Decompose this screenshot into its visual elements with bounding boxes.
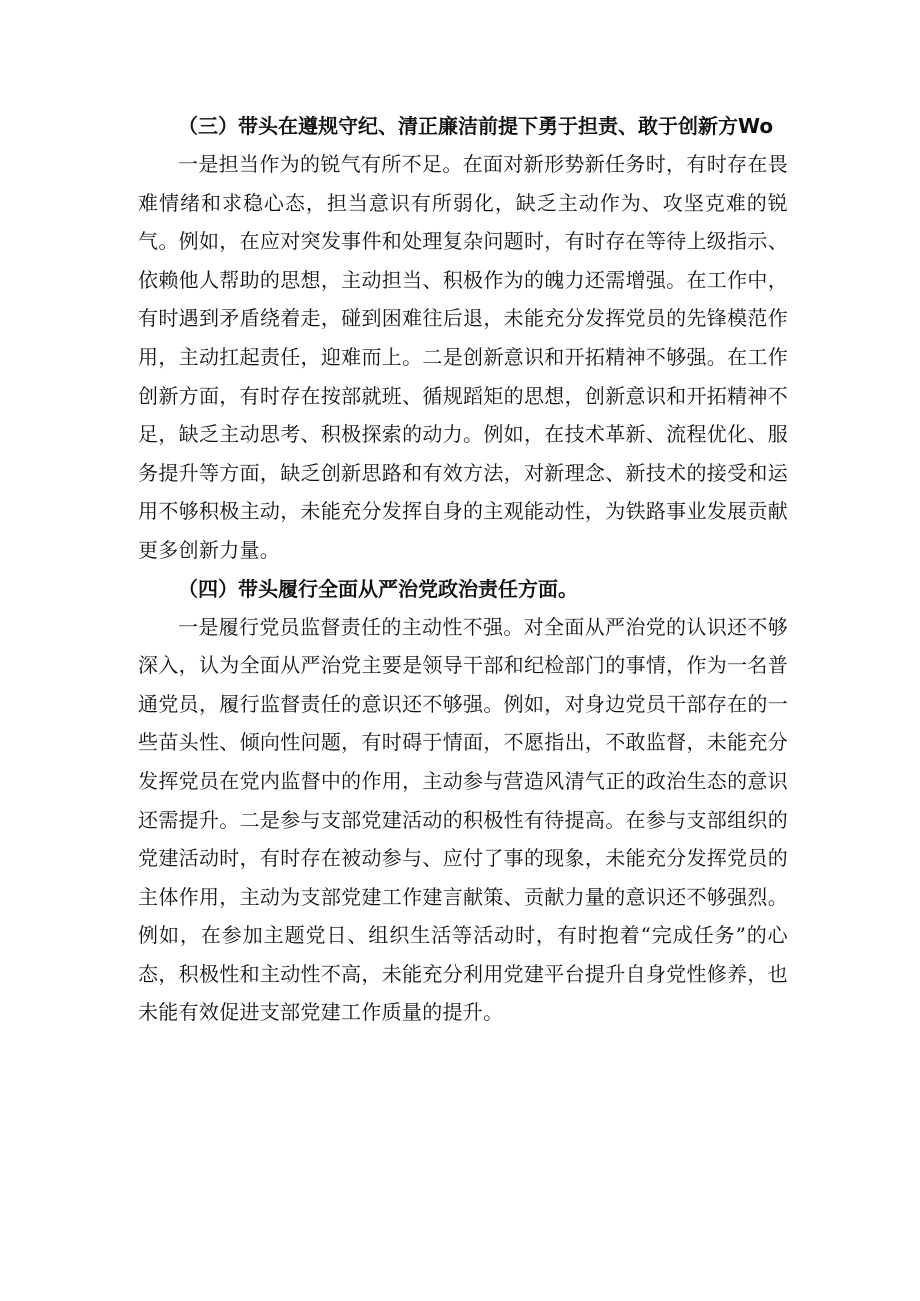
section-3-paragraph: 一是担当作为的锐气有所不足。在面对新形势新任务时，有时存在畏难情绪和求稳心态，担当意识有所弱化，缺乏主动作为、攻坚克难的锐气。例如，在应对突发事件和处理复杂问题时，有时存在等待上级指示、依赖他人帮助的思想，主动担当、积极作为的魄力还需增强。在工作中，有时遇到矛盾绕着走，碰到困难往后退，未能充分发挥党员的先锋模范作用，主动扛起责任，迎难而上。二是创新意识和开拓精神不够强。在工作创新方面，有时存在按部就班、循规蹈矩的思想，创新意识和开拓精神不足，缺乏主动思考、积极探索的动力。例如，在技术革新、流程优化、服务提升等方面，缺乏创新思路和有效方法，对新理念、新技术的接受和运用不够积极主动，未能充分发挥自身的主观能动性，为铁路事业发展贡献更多创新力量。 [138,152,788,562]
section-4-heading: （四）带头履行全面从严治党政治责任方面。 [178,576,578,601]
section-4-paragraph: 一是履行党员监督责任的主动性不强。对全面从严治党的认识还不够深入，认为全面从严治党主要是领导干部和纪检部门的事情，作为一名普通党员，履行监督责任的意识还不够强。例如，对身边党员干部存在的一些苗头性、倾向性问题，有时碍于情面，不愿指出，不敢监督，未能充分发挥党员在党内监督中的作用，主动参与营造风清气正的政治生态的意识还需提升。二是参与支部党建活动的积极性有待提高。在参与支部组织的党建活动时，有时存在被动参与、应付了事的现象，未能充分发挥党员的主体作用，主动为支部党建工作建言献策、贡献力量的意识还不够强烈。例如，在参加主题党日、组织生活等活动时，有时抱着“完成任务”的心态，积极性和主动性不高，未能充分利用党建平台提升自身党性修养，也未能有效促进支部党建工作质量的提升。 [138,614,788,1025]
section-3-heading: （三）带头在遵规守纪、清正廉洁前提下勇于担责、敢于创新方Wo [178,114,774,138]
document-body [138,107,788,1032]
